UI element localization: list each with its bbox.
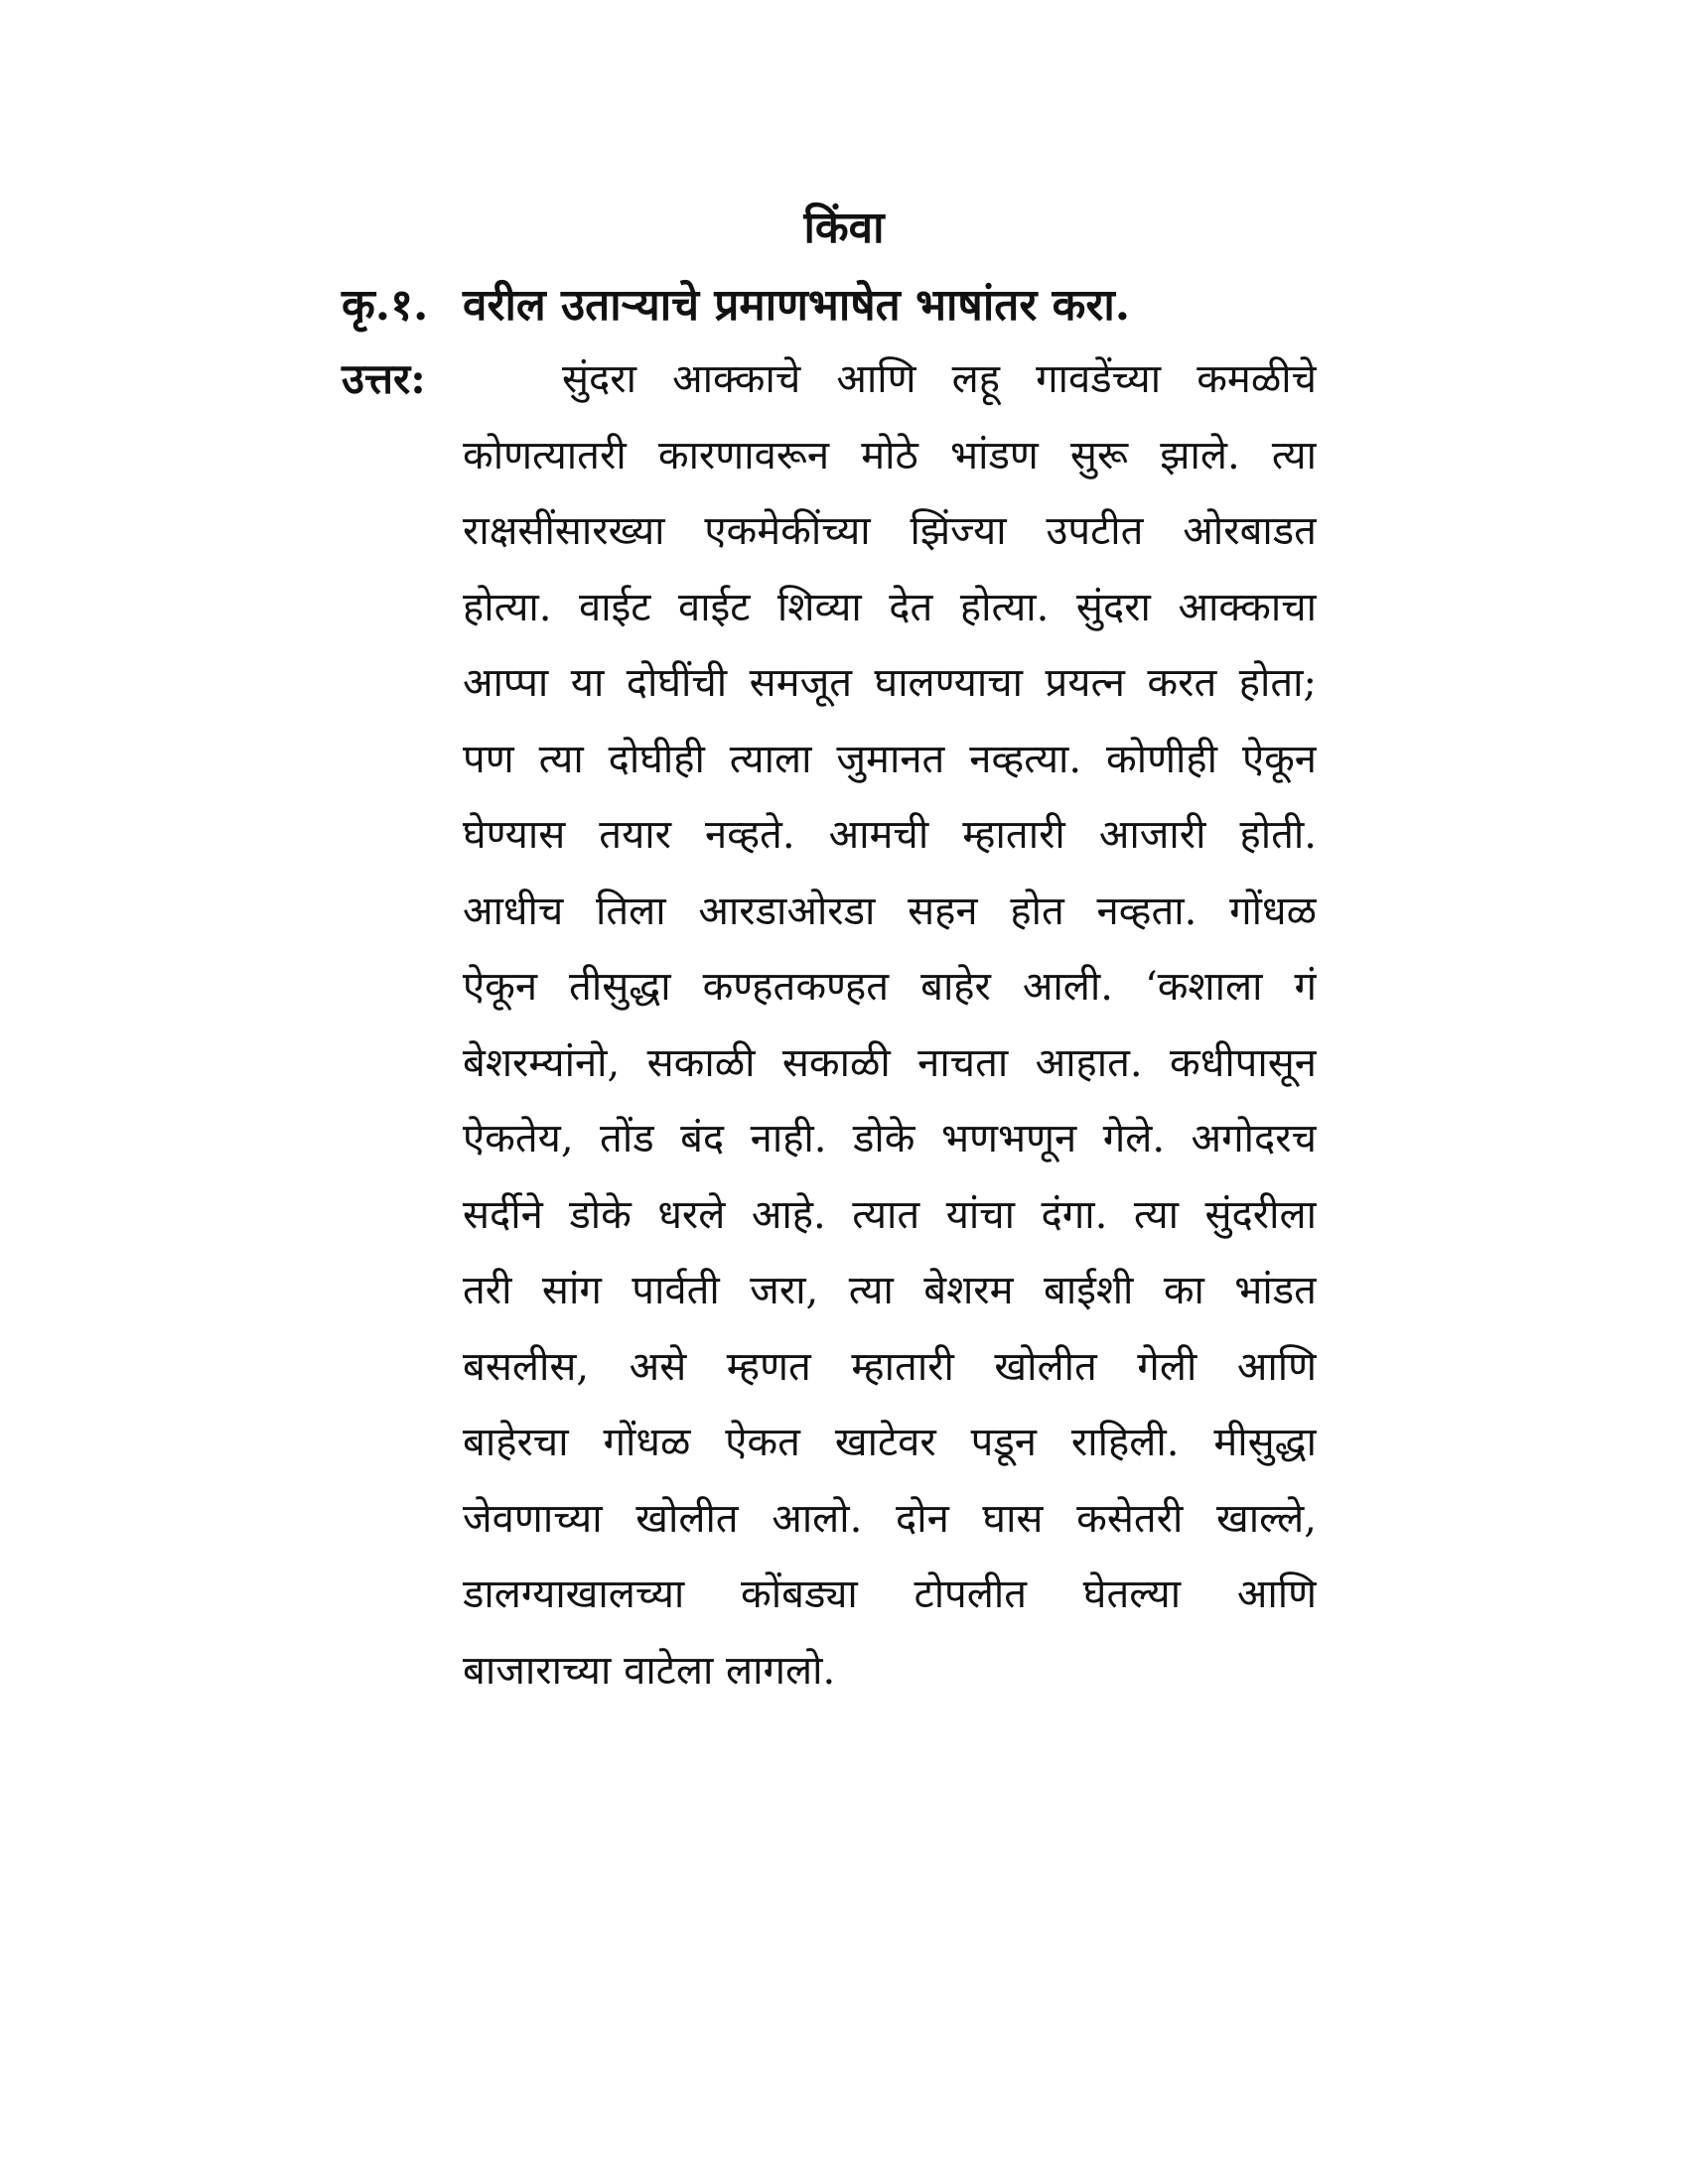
answer-line: ऐकतेय, तोंड बंद नाही. डोके भणभणून गेले. अगोदरच <box>463 1116 1317 1161</box>
answer-line: बसलीस, असे म्हणत म्हातारी खोलीत गेली आणि <box>463 1343 1317 1390</box>
answer-line: घेण्यास तयार नव्हते. आमची म्हातारी आजारी होती. <box>463 812 1317 858</box>
answer-line: जेवणाच्या खोलीत आलो. दोन घास कसेतरी खाल्ले, <box>463 1495 1317 1542</box>
answer-line: सर्दीने डोके धरले आहे. त्यात यांचा दंगा. त्या सुंदरीला <box>463 1191 1317 1238</box>
answer-line: होत्या. वाईट वाईट शिव्या देत होत्या. सुंदरा आक्काचा <box>463 584 1317 630</box>
question-text: वरील उताऱ्याचे प्रमाणभाषेत भाषांतर करा. <box>463 280 1131 331</box>
answer-line: बाहेरचा गोंधळ ऐकत खाटेवर पडून राहिली. मीसुद्धा <box>463 1420 1317 1465</box>
question-number: कृ.१. <box>342 280 429 331</box>
answer-line: डालग्याखालच्या कोंबड्या टोपलीत घेतल्या आणि <box>463 1571 1317 1617</box>
answer-line: बेशरम्यांनो, सकाळी सकाळी नाचता आहात. कधीपासून <box>463 1039 1317 1086</box>
answer-line: राक्षसींसारख्या एकमेकींच्या झिंज्या उपटीत ओरबाडत <box>463 508 1317 554</box>
answer-line: कोणत्यातरी कारणावरून मोठे भांडण सुरू झाले. त्या <box>463 432 1317 478</box>
answer-line: तरी सांग पार्वती जरा, त्या बेशरम बाईशी का भांडत <box>463 1268 1317 1313</box>
answer-line: ऐकून तीसुद्धा कण्हतकण्हत बाहेर आली. ‘कशाला गं <box>463 964 1317 1010</box>
answer-label: उत्तर: <box>342 354 426 403</box>
section-heading: किंवा <box>803 203 885 253</box>
answer-line: आप्पा या दोघींची समजूत घालण्याचा प्रयत्न करत होता; <box>463 660 1317 706</box>
answer-line: आधीच तिला आरडाओरडा सहन होत नव्हता. गोंधळ <box>463 887 1317 934</box>
answer-line: सुंदरा आक्काचे आणि लहू गावडेंच्या कमळीचे <box>562 356 1317 402</box>
answer-paragraph <box>463 349 1317 1716</box>
answer-line: बाजाराच्या वाटेला लागलो. <box>463 1647 836 1694</box>
answer-line: पण त्या दोघीही त्याला जुमानत नव्हत्या. कोणीही ऐकून <box>463 736 1317 782</box>
